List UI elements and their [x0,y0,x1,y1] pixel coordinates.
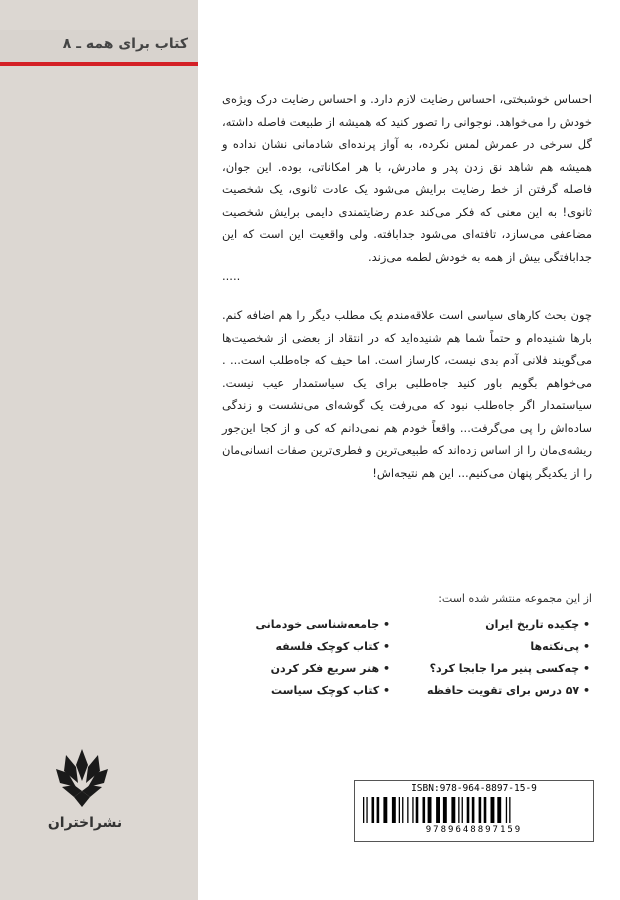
book-title: • هنر سریع فکر کردن [270,662,390,675]
series-title: کتاب برای همه ـ ۸ [62,36,188,52]
essay-ellipsis: ..... [222,269,241,283]
book-title: • کتاب کوچک فلسفه [275,640,390,653]
isbn-barcode [354,780,594,842]
book-title: • کتاب کوچک سیاست [271,684,390,697]
essay-paragraph-1: احساس خوشبختی، احساس رضایت لازم دارد. و احساس رضایت درک ویژه‌ی خودش را می‌خواهد. نوجوانی را تصور کنید که همیشه از طبیعت فاصله داشته، گل سرخی در عمرش لمس نکرده، به آواز پرنده‌ای شادمانی نشان نداده و همیشه هم شاهد نق زدن پدر و مادرش، با هر امکاناتی، بوده. این جوان، فاصله گرفتن از خط رضایت برایش می‌شود یک عادت ثانوی، یک شخصیت ثانوی! به این معنی که فکر می‌کند عدم رضایتمندی دایمی برایش شخصیت مضاعفی می‌سازد، تافته‌ای می‌شود جدابافته. ولی واقعیت این است که این جدابافتگی بیش از همه به خودش لطمه می‌زند. [222,92,592,264]
essay-paragraph-2: چون بحث کارهای سیاسی است علاقه‌مندم یک مطلب دیگر را هم اضافه کنم. بارها شنیده‌ام و حتماً شما هم شنیده‌اید که در انتقاد از بعضی از شخصیت‌ها می‌گویند فلانی آدم بدی نیست، کارساز است. اما حیف که جاه‌طلب است... . می‌خواهم بگویم باور کنید جاه‌طلبی برای یک سیاستمدار عیب نیست. سیاستمدار اگر جاه‌طلب نبود که می‌رفت یک گوشه‌ای می‌نشست و زندگی ساده‌اش را پی می‌گرفت... واقعاً خودم هم نمی‌دانم که کی و از کجا این‌جور ریشه‌ی‌مان را از اساس زده‌اند که طبیعی‌ترین و فطری‌ترین صفات انسانی‌مان را از یکدیگر پنهان می‌کنیم... این هم نتیجه‌اش! [222,308,592,480]
book-title: • پی‌نکته‌ها [530,640,590,653]
essay-excerpt [222,88,592,484]
barcode-bars [361,797,587,827]
book-title: • ۵۷ درس برای تقویت حافظه [427,684,590,697]
series-list-heading: از این مجموعه منتشر شده است: [438,592,592,605]
barcode-number: 9789648897159 [425,825,523,835]
book-title: • چه‌کسی پنیر مرا جابجا کرد؟ [429,662,590,675]
book-fan-logo-icon [52,745,112,811]
series-book-list [210,618,590,697]
publisher-name: نشراختران [47,815,123,831]
book-title: • چکیده تاریخ ایران [485,618,590,631]
isbn-label: ISBN:978-964-8897-15-9 [411,783,537,794]
book-title: • جامعه‌شناسی خودمانی [255,618,390,631]
accent-stripe [0,62,198,66]
